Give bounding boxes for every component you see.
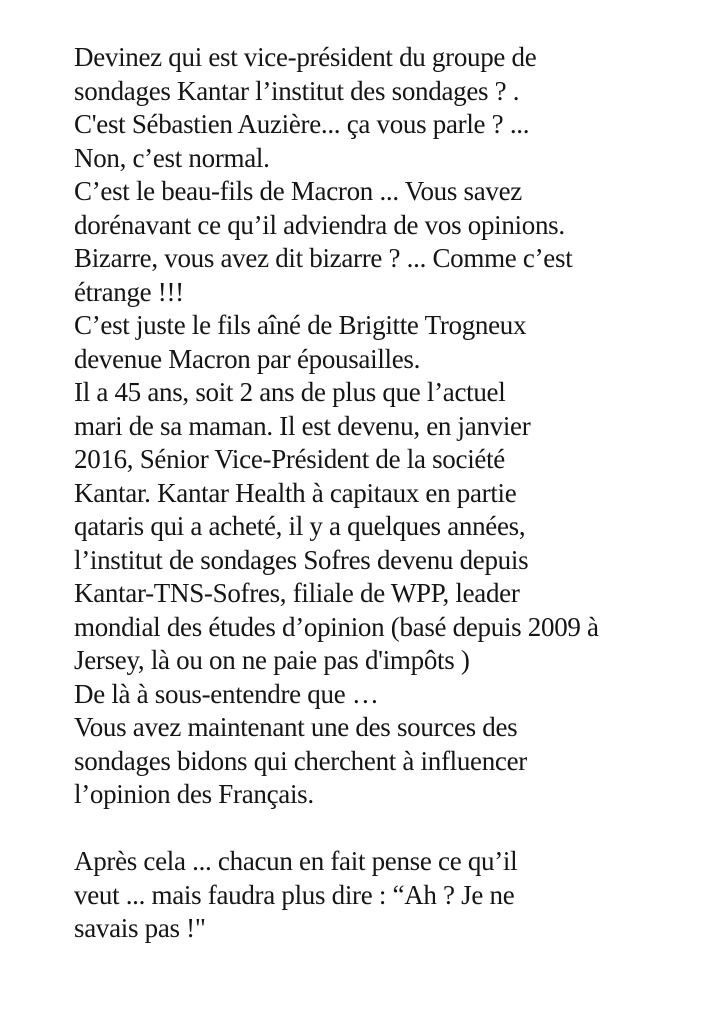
text-line: mari de sa maman. Il est devenu, en janvier [74,410,531,441]
text-line: Devinez qui est vice-président du groupe de [74,42,537,72]
text-block [74,41,699,946]
text-line: mondial des études d’opinion (basé depuis 2009 à [74,611,599,642]
text-line: Kantar-TNS-Sofres, filiale de WPP, leader [74,578,520,608]
text-line: Kantar. Kantar Health à capitaux en partie [74,477,517,508]
text-line: étrange !!! [74,276,184,307]
text-line: savais pas !" [74,913,206,943]
text-line: dorénavant ce qu’il adviendra de vos opinions. [74,209,565,240]
text-line: C’est juste le fils aîné de Brigitte Trogneux [74,310,527,340]
text-line: sondages Kantar l’institut des sondages ? . [74,75,520,106]
text-line: C'est Sébastien Auzière... ça vous parle ? ... [74,109,530,139]
text-line: Il a 45 ans, soit 2 ans de plus que l’actuel [74,377,506,407]
text-line: l’institut de sondages Sofres devenu depuis [74,544,529,575]
text-line: Après cela ... chacun en fait pense ce qu’il [74,846,518,876]
text-line: devenue Macron par épousailles. [74,343,421,374]
text-line: qataris qui a acheté, il y a quelques années, [74,511,526,541]
text-line: Bizarre, vous avez dit bizarre ? ... Comme c’est [74,243,573,273]
text-line: veut ... mais faudra plus dire : “Ah ? Je ne [74,879,515,910]
text-line: Vous avez maintenant une des sources des [74,712,518,742]
text-line: De là à sous-entendre que … [74,678,379,709]
text-line: Jersey, là ou on ne paie pas d'impôts ) [74,645,470,675]
text-line: Non, c’est normal. [74,142,270,173]
text-line: 2016, Sénior Vice-Président de la société [74,444,505,474]
text-line: l’opinion des Français. [74,779,314,809]
text-line: C’est le beau-fils de Macron ... Vous savez [74,176,522,206]
text-line: sondages bidons qui cherchent à influencer [74,745,527,776]
text-line-blank [74,812,699,846]
